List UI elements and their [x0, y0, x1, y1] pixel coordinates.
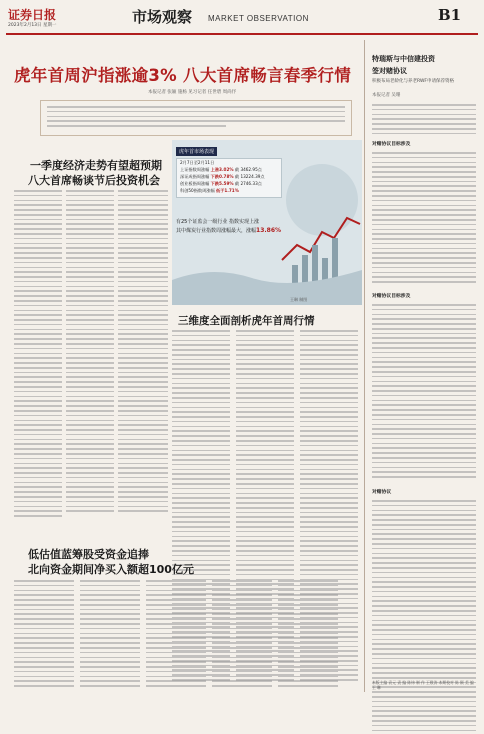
row-label: 科创50指数周涨幅	[180, 188, 215, 193]
bottom-text-col4	[212, 580, 272, 690]
row-value: 上涨3.02%	[210, 167, 234, 172]
side-text-1	[372, 104, 476, 137]
infographic-summary: 有25个证监会一级行业 指数实现上涨	[176, 219, 259, 225]
row-extra: 截 3462.95点	[234, 167, 262, 172]
side-text-2	[372, 152, 476, 286]
column-divider	[364, 40, 365, 692]
side-section-heading-3: 对赌协议	[372, 490, 392, 495]
infographic-tag: 虎年首市场表现	[176, 147, 217, 156]
row-value: 下跌0.78%	[210, 174, 234, 179]
sub-headline-1b: 八大首席畅谈节后投资机会	[28, 174, 160, 187]
row-label: 2月7日至2月11日	[180, 160, 215, 165]
infographic-row	[180, 174, 265, 180]
highlight-value: 13.86%	[256, 227, 282, 234]
page-number: B1	[438, 6, 462, 24]
infographic-row	[180, 160, 214, 166]
newspaper-logo: 证券日报	[8, 8, 57, 22]
section-title-en: MARKET OBSERVATION	[208, 14, 309, 23]
body-text-col3	[118, 190, 168, 515]
issue-date: 2023年2月13日 星期一	[8, 23, 57, 28]
bottom-text-col5	[278, 580, 338, 690]
sub-headline-3: 三维度全面剖析虎年首周行情	[178, 315, 315, 327]
bottom-text-col2	[80, 580, 140, 690]
row-value: 低于1.71%	[216, 188, 239, 193]
side-text-4	[372, 500, 476, 734]
lead-text	[47, 106, 345, 130]
row-label: 创业板指周涨幅	[180, 181, 210, 186]
side-subheadline: 积极布局老龄化与养老RWF申请保荐资格	[372, 79, 454, 84]
main-byline: 本报记者 张颖 施杨 见习记者 任世碧 周尚伃	[148, 90, 237, 95]
row-label: 深证成指周涨幅	[180, 174, 210, 179]
side-text-3	[372, 304, 476, 481]
sub-headline-2a: 低估值蓝筹股受资金追捧	[28, 548, 149, 561]
side-headline-2: 签对赌协议	[372, 67, 407, 75]
infographic-row	[180, 188, 239, 194]
highlight-text: 其中煤炭行业指数周涨幅最大，涨幅	[176, 228, 257, 234]
bottom-text-col1	[14, 580, 74, 690]
side-section-heading-2: 对赌协议目标涉及	[372, 294, 411, 299]
infographic-row	[180, 181, 262, 187]
side-byline: 本报记者 吴珊	[372, 93, 401, 98]
bottom-text-col3	[146, 580, 206, 690]
row-value: 下跌5.59%	[210, 181, 234, 186]
main-headline: 虎年首周沪指涨逾3% 八大首席畅言春季行情	[14, 66, 352, 85]
side-headline-1: 特瑞斯与中信建投资	[372, 55, 435, 63]
row-extra: 截 2746.33点	[234, 181, 262, 186]
page-footer: 本版主编 袁元 责 编 陈炜 制 作 王敬涛 本期校对 陈 颖 美 编 王 琳	[372, 680, 474, 690]
masthead-rule	[6, 33, 478, 35]
side-section-heading-1: 对赌协议目标涉及	[372, 142, 411, 147]
infographic-row	[180, 167, 262, 173]
row-label: 上证指数周涨幅	[180, 167, 210, 172]
infographic-highlight	[176, 227, 281, 234]
lead-box	[40, 100, 352, 136]
body-text-col1	[14, 190, 62, 520]
sub-headline-1a: 一季度经济走势有望超预期	[30, 159, 162, 172]
graphic-credit: 王琳 制图	[290, 297, 308, 302]
row-extra: 截 13224.39点	[234, 174, 265, 179]
body-text-col2	[66, 190, 114, 515]
section-title: 市场观察	[132, 8, 193, 26]
sub-headline-2b: 北向资金期间净买入额超100亿元	[28, 563, 194, 576]
